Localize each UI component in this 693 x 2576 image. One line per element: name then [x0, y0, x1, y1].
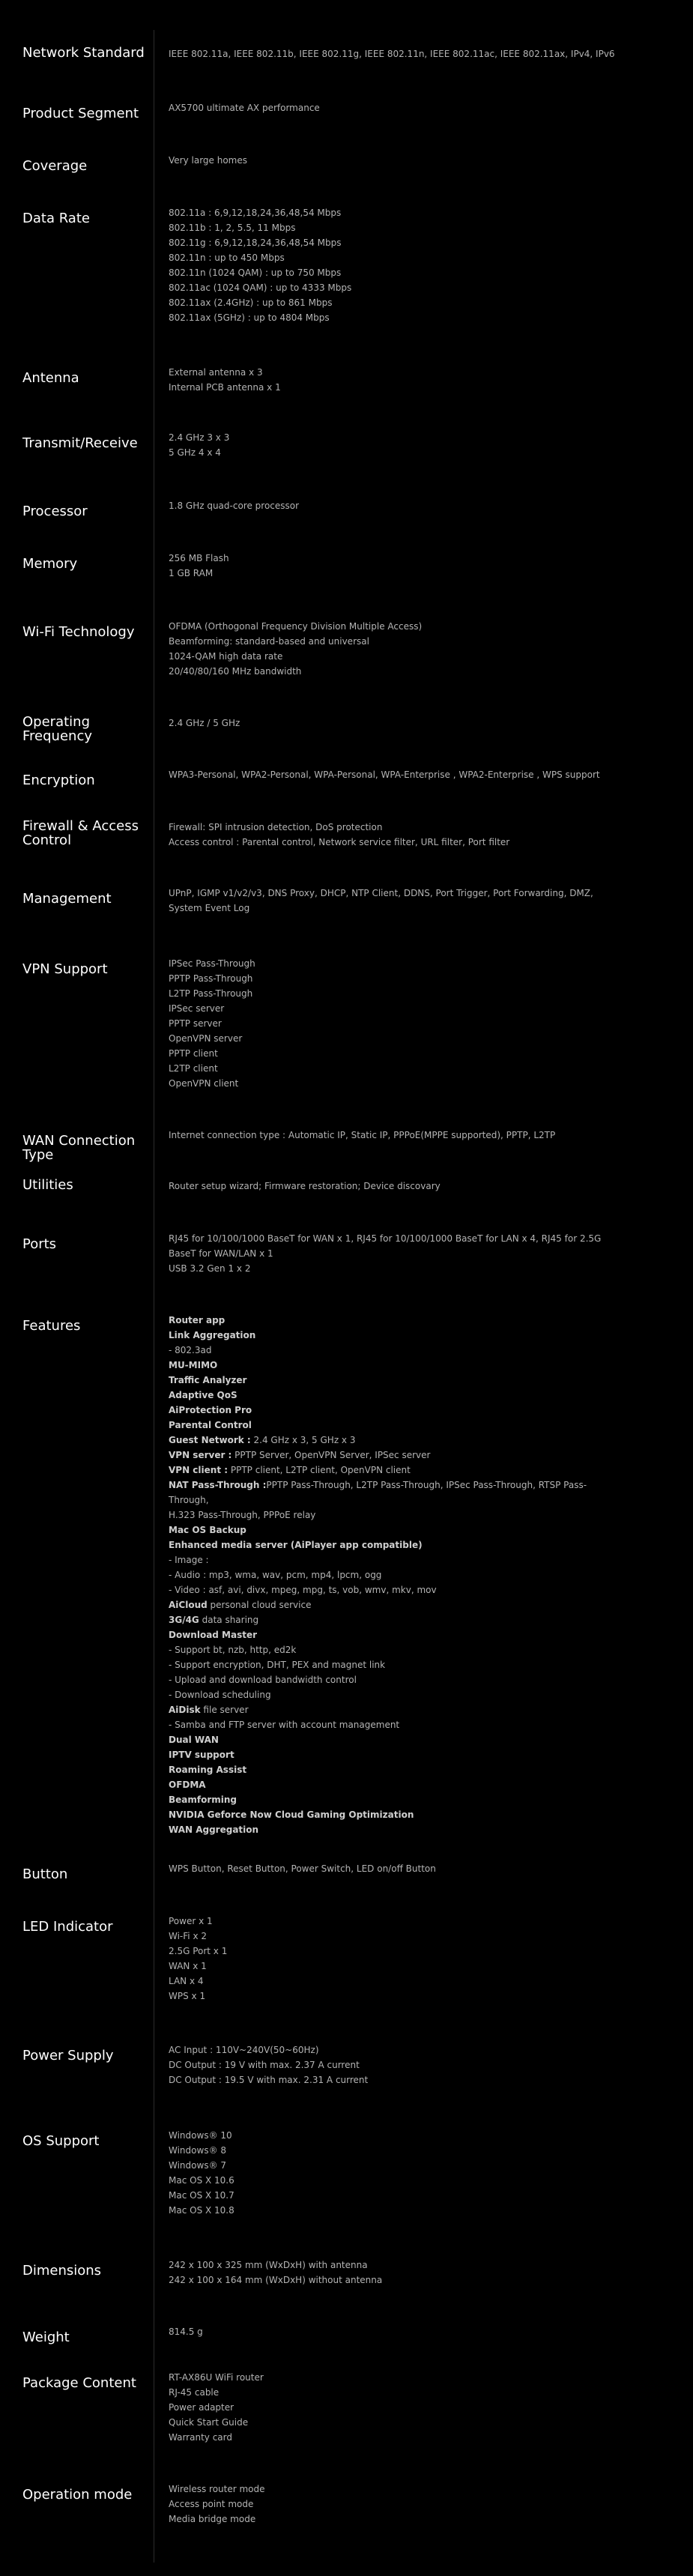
spec-value-line: [169, 1016, 618, 1031]
spec-value-line: [169, 971, 618, 986]
spec-value-line: [169, 1508, 618, 1523]
spec-value-line: [169, 1001, 618, 1016]
spec-value-text: External antenna x 3: [169, 367, 263, 378]
spec-value-line: [169, 619, 618, 634]
spec-label: WAN Connection Type: [22, 1133, 136, 1163]
spec-value: [169, 1179, 618, 1194]
spec-value-line: [169, 2400, 618, 2415]
spec-value-line: [169, 1538, 618, 1552]
spec-value-line: [169, 1567, 618, 1582]
spec-value-line: [169, 664, 618, 679]
spec-value-text: WAN x 1: [169, 1961, 207, 1971]
spec-value: [169, 551, 618, 581]
spec-value-text: Access control : Parental control, Network service filter, URL filter, Port filter: [169, 837, 510, 847]
spec-value-line: [169, 1403, 618, 1418]
spec-value-text: 1.8 GHz quad-core processor: [169, 501, 300, 511]
spec-value-text: - Download scheduling: [169, 1690, 271, 1700]
spec-value: [169, 1861, 618, 1876]
spec-value-text: WPA3-Personal, WPA2-Personal, WPA-Personal, WPA-Enterprise , WPA2-Enterprise , WPS support: [169, 770, 600, 780]
spec-value-line: [169, 1944, 618, 1959]
spec-value-text: 242 x 100 x 325 mm (WxDxH) with antenna: [169, 2260, 368, 2270]
spec-value-emphasis: Router app: [169, 1315, 226, 1325]
spec-value-line: [169, 2173, 618, 2188]
spec-value-text: LAN x 4: [169, 1976, 204, 1986]
spec-label: OS Support: [22, 2133, 100, 2149]
spec-value-line: [169, 220, 618, 235]
spec-value-text: 802.11g : 6,9,12,18,24,36,48,54 Mbps: [169, 238, 342, 248]
spec-value-line: [169, 1672, 618, 1687]
spec-value-text: RJ-45 cable: [169, 2387, 220, 2398]
spec-value-text: personal cloud service: [207, 1600, 312, 1610]
spec-value-line: [169, 2203, 618, 2218]
spec-value-line: [169, 2370, 618, 2385]
spec-value-line: [169, 310, 618, 325]
spec-value-text: 802.11n : up to 450 Mbps: [169, 253, 285, 263]
spec-value-line: [169, 235, 618, 250]
spec-value-line: [169, 1807, 618, 1822]
spec-value-line: [169, 634, 618, 649]
spec-value-line: [169, 901, 618, 916]
spec-value-text: PPTP Pass-Through: [169, 973, 253, 984]
spec-value-line: [169, 1914, 618, 1929]
spec-value-line: [169, 1929, 618, 1944]
spec-value-text: 2.4 GHz 3 x 3: [169, 432, 230, 443]
spec-value-line: [169, 1861, 618, 1876]
spec-value-text: PPTP Pass-Through, L2TP Pass-Through, IPSec Pass-Through, RTSP Pass-Through,: [169, 1480, 587, 1505]
spec-label: Encryption: [22, 773, 95, 788]
spec-value-line: [169, 1076, 618, 1091]
spec-value-emphasis: NVIDIA Geforce Now Cloud Gaming Optimization: [169, 1809, 414, 1820]
spec-value-text: Warranty card: [169, 2432, 232, 2443]
spec-value-line: [169, 2324, 618, 2339]
spec-value-line: [169, 1687, 618, 1702]
spec-value-text: 814.5 g: [169, 2326, 203, 2337]
spec-value-line: [169, 2482, 618, 2497]
spec-value-emphasis: Download Master: [169, 1630, 258, 1640]
spec-value-line: [169, 1179, 618, 1194]
spec-label: Wi-Fi Technology: [22, 624, 135, 640]
spec-value-text: Mac OS X 10.8: [169, 2205, 234, 2216]
spec-value-line: [169, 649, 618, 664]
spec-value-line: [169, 46, 618, 61]
spec-value: [169, 1128, 618, 1143]
spec-value: [169, 2258, 618, 2288]
spec-value: [169, 619, 618, 679]
spec-label: Dimensions: [22, 2263, 102, 2279]
spec-label: VPN Support: [22, 961, 108, 977]
spec-value-text: Internal PCB antenna x 1: [169, 382, 281, 393]
spec-value-text: 802.11a : 6,9,12,18,24,36,48,54 Mbps: [169, 208, 342, 218]
spec-value: [169, 100, 618, 115]
spec-value-emphasis: IPTV support: [169, 1750, 234, 1760]
spec-value-text: 256 MB Flash: [169, 553, 229, 563]
spec-value-text: 802.11ac (1024 QAM) : up to 4333 Mbps: [169, 282, 352, 293]
spec-value-line: [169, 1061, 618, 1076]
spec-value-line: [169, 1373, 618, 1388]
spec-value-text: System Event Log: [169, 903, 250, 913]
spec-value-emphasis: AiDisk: [169, 1705, 201, 1715]
spec-value: [169, 365, 618, 395]
spec-value-emphasis: MU-MIMO: [169, 1360, 218, 1370]
spec-value-text: - 802.3ad: [169, 1345, 212, 1355]
spec-value: [169, 1313, 618, 1837]
spec-value: [169, 1231, 618, 1276]
spec-value-line: [169, 1448, 618, 1463]
spec-value-line: [169, 2043, 618, 2058]
spec-value-line: [169, 2512, 618, 2527]
spec-value-line: [169, 1388, 618, 1403]
spec-value-line: [169, 820, 618, 835]
spec-value-line: [169, 445, 618, 460]
spec-value-line: [169, 380, 618, 395]
spec-value-line: [169, 716, 618, 731]
spec-value-text: - Upload and download bandwidth control: [169, 1675, 357, 1685]
spec-value-text: OpenVPN server: [169, 1033, 243, 1044]
spec-label: Utilities: [22, 1177, 73, 1193]
spec-value-emphasis: Roaming Assist: [169, 1765, 247, 1775]
spec-value-line: [169, 1523, 618, 1538]
spec-value-text: Router setup wizard; Firmware restoration; Device discovary: [169, 1181, 441, 1191]
spec-value-text: 1 GB RAM: [169, 568, 214, 578]
spec-value: [169, 886, 618, 916]
spec-value-line: [169, 1974, 618, 1989]
spec-value-emphasis: Guest Network :: [169, 1435, 251, 1445]
spec-value-text: DC Output : 19 V with max. 2.37 A current: [169, 2060, 360, 2070]
spec-value-text: H.323 Pass-Through, PPPoE relay: [169, 1510, 316, 1520]
spec-value-line: [169, 767, 618, 782]
spec-value-text: 802.11ax (5GHz) : up to 4804 Mbps: [169, 312, 330, 323]
spec-value-emphasis: Parental Control: [169, 1420, 252, 1430]
spec-value-line: [169, 566, 618, 581]
spec-value-text: IPSec Pass-Through: [169, 958, 255, 969]
spec-value-text: L2TP client: [169, 1063, 218, 1074]
spec-value-line: [169, 1031, 618, 1046]
spec-value-text: Media bridge mode: [169, 2514, 256, 2524]
spec-label: Operation mode: [22, 2487, 133, 2503]
spec-value-text: AX5700 ultimate AX performance: [169, 103, 320, 113]
spec-value-line: [169, 1822, 618, 1837]
spec-value: [169, 820, 618, 850]
spec-value-text: PPTP client, L2TP client, OpenVPN client: [228, 1465, 411, 1475]
spec-value: [169, 46, 618, 61]
spec-value-line: [169, 1989, 618, 2004]
spec-value-text: IEEE 802.11a, IEEE 802.11b, IEEE 802.11g, IEEE 802.11n, IEEE 802.11ac, IEEE 802.11ax, IPv4, IPv6: [169, 49, 615, 59]
spec-value-text: Power adapter: [169, 2402, 234, 2413]
spec-value-line: [169, 2072, 618, 2087]
spec-value-text: - Support bt, nzb, http, ed2k: [169, 1645, 297, 1655]
spec-value-text: DC Output : 19.5 V with max. 2.31 A current: [169, 2075, 369, 2085]
spec-value-emphasis: Adaptive QoS: [169, 1390, 237, 1400]
spec-value-line: [169, 2258, 618, 2273]
spec-value-text: OpenVPN client: [169, 1078, 239, 1089]
spec-value-text: 802.11b : 1, 2, 5.5, 11 Mbps: [169, 223, 296, 233]
spec-value-line: [169, 1313, 618, 1328]
spec-value-text: 20/40/80/160 MHz bandwidth: [169, 666, 302, 677]
spec-value: [169, 2370, 618, 2445]
spec-value: [169, 956, 618, 1091]
spec-label: Memory: [22, 556, 78, 572]
spec-value-text: 802.11ax (2.4GHz) : up to 861 Mbps: [169, 297, 333, 308]
spec-label: Power Supply: [22, 2048, 114, 2063]
spec-value-text: BaseT for WAN/LAN x 1: [169, 1248, 273, 1259]
spec-value-emphasis: 3G/4G: [169, 1615, 199, 1625]
spec-label: Package Content: [22, 2375, 136, 2391]
spec-value-line: [169, 551, 618, 566]
spec-label: Firewall & Access Control: [22, 818, 139, 848]
spec-value-line: [169, 1627, 618, 1642]
spec-value-line: [169, 1261, 618, 1276]
spec-value-line: [169, 835, 618, 850]
spec-value-line: [169, 1777, 618, 1792]
spec-value-line: [169, 1747, 618, 1762]
spec-value-text: Quick Start Guide: [169, 2417, 249, 2428]
spec-value-line: [169, 2385, 618, 2400]
spec-label: Management: [22, 891, 112, 907]
spec-value-text: Internet connection type : Automatic IP, Static IP, PPPoE(MPPE supported), PPTP, L2TP: [169, 1130, 556, 1140]
spec-value-line: [169, 1046, 618, 1061]
spec-label: Transmit/Receive: [22, 435, 138, 451]
spec-value-emphasis: AiProtection Pro: [169, 1405, 252, 1415]
spec-value-emphasis: Beamforming: [169, 1795, 237, 1805]
spec-value-text: 5 GHz 4 x 4: [169, 447, 221, 458]
spec-value-text: - Image :: [169, 1555, 209, 1565]
spec-value: [169, 2043, 618, 2087]
spec-value-line: [169, 2430, 618, 2445]
spec-value-emphasis: Dual WAN: [169, 1735, 219, 1745]
spec-label: LED Indicator: [22, 1919, 113, 1935]
spec-value-line: [169, 265, 618, 280]
spec-value-emphasis: NAT Pass-Through :: [169, 1480, 267, 1490]
spec-value-emphasis: VPN client :: [169, 1465, 229, 1475]
spec-value-line: [169, 1463, 618, 1478]
spec-value-line: [169, 430, 618, 445]
spec-value-text: Very large homes: [169, 155, 248, 166]
spec-value-text: PPTP server: [169, 1018, 222, 1029]
spec-value-line: [169, 2273, 618, 2288]
spec-value: [169, 716, 618, 731]
spec-value-emphasis: Mac OS Backup: [169, 1525, 246, 1535]
spec-value: [169, 1914, 618, 2004]
spec-value-text: L2TP Pass-Through: [169, 988, 253, 999]
spec-value-emphasis: WAN Aggregation: [169, 1824, 259, 1835]
spec-value-text: 2.4 GHz / 5 GHz: [169, 718, 240, 728]
spec-value-text: 1024-QAM high data rate: [169, 651, 283, 662]
spec-value-line: [169, 1959, 618, 1974]
spec-value: [169, 2128, 618, 2218]
spec-value-text: Wi-Fi x 2: [169, 1931, 207, 1941]
spec-value-text: - Samba and FTP server with account management: [169, 1720, 400, 1730]
spec-value-text: Mac OS X 10.6: [169, 2175, 234, 2186]
spec-value-line: [169, 2058, 618, 2072]
spec-value-line: [169, 295, 618, 310]
spec-value-line: [169, 280, 618, 295]
spec-label: Data Rate: [22, 211, 90, 226]
spec-value-text: WPS x 1: [169, 1991, 206, 2001]
spec-label: Network Standard: [22, 45, 145, 61]
spec-value-text: Access point mode: [169, 2499, 254, 2509]
spec-value-line: [169, 1582, 618, 1597]
spec-value: [169, 767, 618, 782]
spec-value-line: [169, 250, 618, 265]
spec-value: [169, 430, 618, 460]
spec-value-emphasis: OFDMA: [169, 1780, 206, 1790]
spec-value-text: IPSec server: [169, 1003, 225, 1014]
spec-value: [169, 498, 618, 513]
spec-value-line: [169, 1762, 618, 1777]
spec-value-line: [169, 1328, 618, 1343]
spec-value-text: UPnP, IGMP v1/v2/v3, DNS Proxy, DHCP, NTP Client, DDNS, Port Trigger, Port Forwarding, DMZ,: [169, 888, 593, 898]
spec-value-text: RJ45 for 10/100/1000 BaseT for WAN x 1, RJ45 for 10/100/1000 BaseT for LAN x 4, RJ45 for 2.5G: [169, 1233, 602, 1244]
spec-value-text: WPS Button, Reset Button, Power Switch, LED on/off Button: [169, 1863, 436, 1874]
spec-value-text: 242 x 100 x 164 mm (WxDxH) without antenna: [169, 2275, 383, 2285]
spec-value-line: [169, 1231, 618, 1246]
spec-value-text: - Video : asf, avi, divx, mpeg, mpg, ts, vob, wmv, mkv, mov: [169, 1585, 437, 1595]
spec-value-line: [169, 1418, 618, 1433]
spec-label: Coverage: [22, 158, 88, 174]
spec-label: Antenna: [22, 370, 79, 386]
spec-value-emphasis: VPN server :: [169, 1450, 232, 1460]
spec-label: Features: [22, 1318, 81, 1334]
spec-value-line: [169, 2415, 618, 2430]
spec-value-line: [169, 1343, 618, 1358]
spec-value-line: [169, 886, 618, 901]
spec-value-line: [169, 153, 618, 168]
spec-value-emphasis: Link Aggregation: [169, 1330, 256, 1340]
spec-value-emphasis: Traffic Analyzer: [169, 1375, 247, 1385]
spec-label: Weight: [22, 2329, 70, 2345]
spec-value-text: - Support encryption, DHT, PEX and magnet link: [169, 1660, 386, 1670]
spec-value-emphasis: AiCloud: [169, 1600, 208, 1610]
spec-value: [169, 153, 618, 168]
spec-value-text: - Audio : mp3, wma, wav, pcm, mp4, lpcm, ogg: [169, 1570, 382, 1580]
spec-value-line: [169, 1657, 618, 1672]
spec-value-line: [169, 1792, 618, 1807]
spec-value-line: [169, 2188, 618, 2203]
spec-value-line: [169, 100, 618, 115]
spec-value-line: [169, 1128, 618, 1143]
spec-value-text: AC Input : 110V~240V(50~60Hz): [169, 2045, 319, 2055]
spec-value-text: 2.4 GHz x 3, 5 GHz x 3: [250, 1435, 356, 1445]
spec-value: [169, 2324, 618, 2339]
spec-label: Product Segment: [22, 106, 139, 121]
spec-value-text: Windows® 8: [169, 2145, 227, 2156]
spec-label: Button: [22, 1866, 68, 1882]
spec-value-line: [169, 1597, 618, 1612]
spec-value-line: [169, 498, 618, 513]
spec-value-text: Wireless router mode: [169, 2484, 265, 2494]
spec-value-line: [169, 1246, 618, 1261]
spec-value-text: Firewall: SPI intrusion detection, DoS protection: [169, 822, 383, 832]
spec-value-line: [169, 1642, 618, 1657]
spec-value-text: Windows® 7: [169, 2160, 227, 2171]
spec-label: Operating Frequency: [22, 714, 92, 744]
spec-value-line: [169, 956, 618, 971]
spec-value: [169, 205, 618, 325]
spec-value-text: PPTP Server, OpenVPN Server, IPSec server: [231, 1450, 431, 1460]
spec-value-line: [169, 1717, 618, 1732]
spec-value-text: 2.5G Port x 1: [169, 1946, 228, 1956]
spec-value-text: RT-AX86U WiFi router: [169, 2372, 264, 2383]
spec-value-line: [169, 1732, 618, 1747]
spec-value-line: [169, 365, 618, 380]
spec-value-text: data sharing: [199, 1615, 259, 1625]
spec-value: [169, 2482, 618, 2527]
spec-value-text: 802.11n (1024 QAM) : up to 750 Mbps: [169, 267, 342, 278]
spec-value-text: USB 3.2 Gen 1 x 2: [169, 1263, 251, 1274]
spec-value-emphasis: Enhanced media server (AiPlayer app compatible): [169, 1540, 423, 1550]
spec-value-text: OFDMA (Orthogonal Frequency Division Multiple Access): [169, 621, 423, 632]
spec-label: Ports: [22, 1236, 57, 1252]
spec-value-text: file server: [200, 1705, 249, 1715]
spec-value-line: [169, 2143, 618, 2158]
spec-value-text: Windows® 10: [169, 2130, 232, 2141]
spec-value-line: [169, 1612, 618, 1627]
spec-value-line: [169, 2128, 618, 2143]
spec-value-text: Power x 1: [169, 1916, 213, 1926]
spec-value-line: [169, 1358, 618, 1373]
spec-value-line: [169, 205, 618, 220]
spec-value-text: Mac OS X 10.7: [169, 2190, 234, 2201]
spec-value-line: [169, 1552, 618, 1567]
spec-value-line: [169, 1702, 618, 1717]
spec-value-text: Beamforming: standard-based and universal: [169, 636, 369, 647]
spec-value-text: PPTP client: [169, 1048, 218, 1059]
spec-value-line: [169, 1433, 618, 1448]
spec-label: Processor: [22, 504, 88, 519]
spec-value-line: [169, 1478, 618, 1508]
spec-value-line: [169, 2497, 618, 2512]
spec-value-line: [169, 986, 618, 1001]
spec-value-line: [169, 2158, 618, 2173]
